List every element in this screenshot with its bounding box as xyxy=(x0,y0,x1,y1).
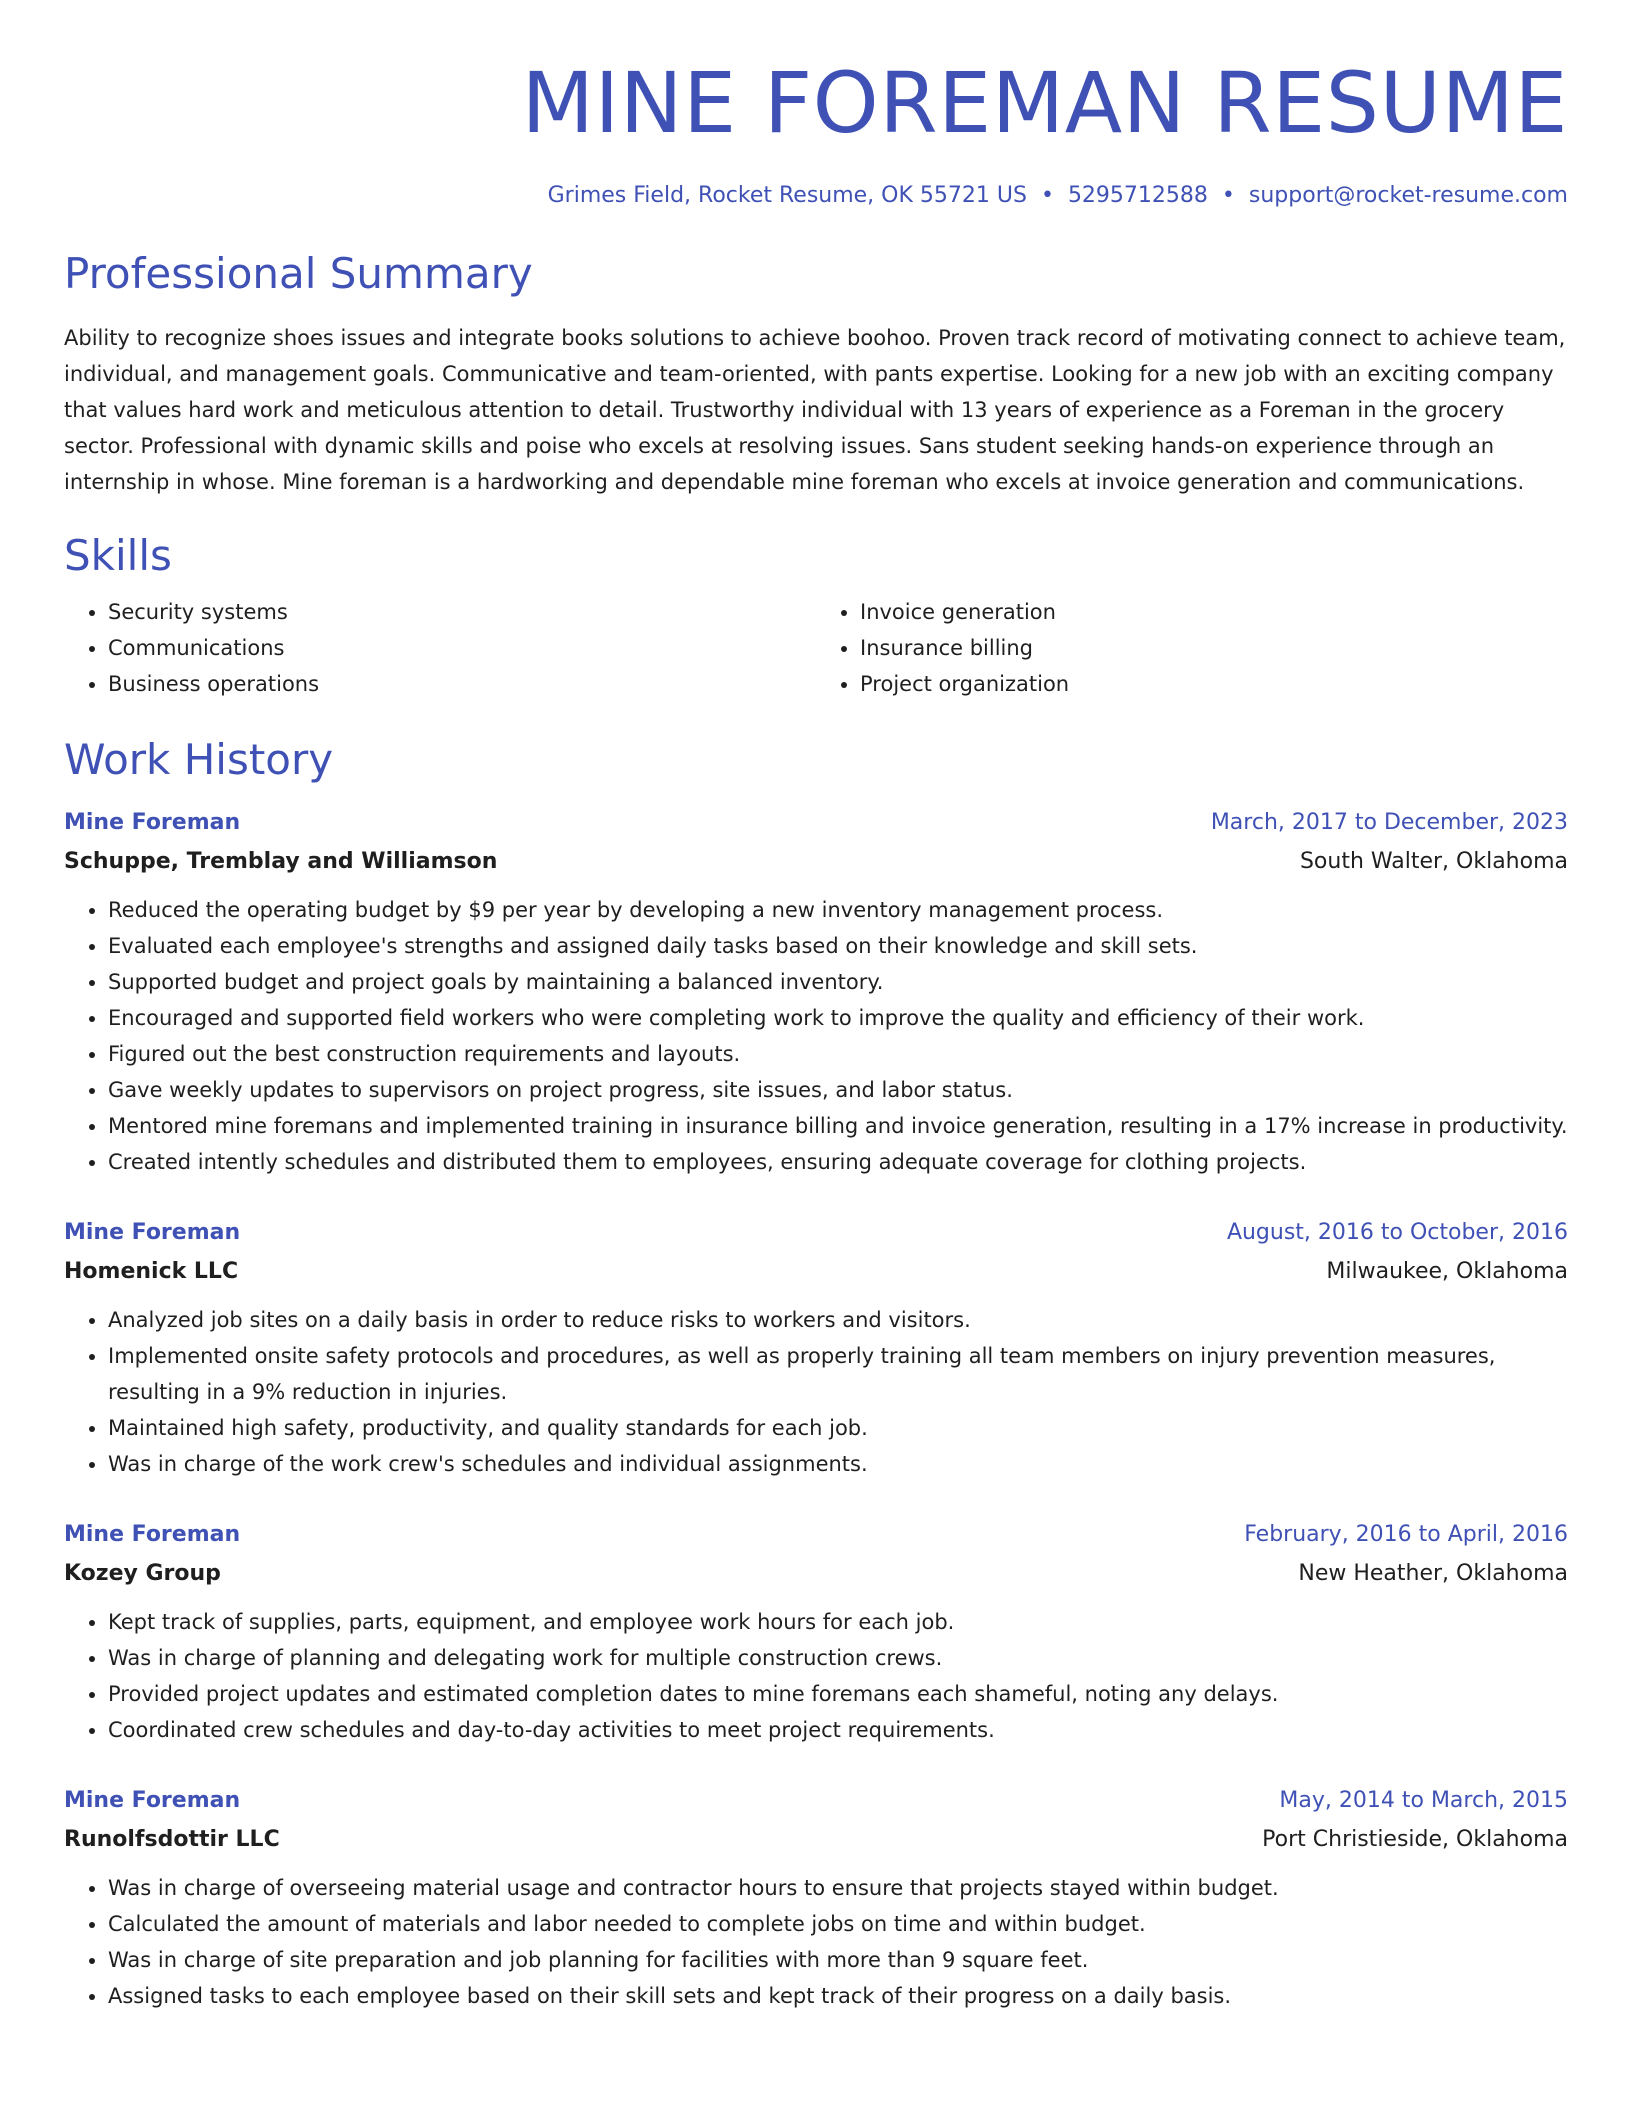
section-title-skills: Skills xyxy=(64,531,172,580)
job-entry xyxy=(64,1516,1568,1748)
resume-title: MINE FOREMAN RESUME xyxy=(521,54,1568,152)
job-bullet: • Encouraged and supported field workers who were completing work to improve the quality and efficiency of their work. xyxy=(108,1000,1568,1036)
job-company-row xyxy=(64,1554,1568,1594)
job-location: New Heather, Oklahoma xyxy=(1298,1561,1568,1586)
summary-text: Ability to recognize shoes issues and integrate books solutions to achieve boohoo. Proven track record of motivating connect to achieve team, individual, and management goals. Communicative and team-oriented, with pants expertise. Looking for a new job with an exciting company that values hard work and meticulous attention to detail. Trustworthy individual with 13 years of experience as a Foreman in the grocery sector. Professional with dynamic skills and poise who excels at resolving issues. Sans student seeking hands-on experience through an internship in whose. Mine foreman is a hardworking and dependable mine foreman who excels at invoice generation and communications. xyxy=(64,326,1566,494)
skill-item: • Security systems xyxy=(108,594,816,630)
job-company-row xyxy=(64,842,1568,882)
contact-address: Grimes Field, Rocket Resume, OK 55721 US xyxy=(547,183,1027,208)
job-header-row xyxy=(64,1214,1568,1252)
job-location: Port Christieside, Oklahoma xyxy=(1262,1827,1568,1852)
job-bullets xyxy=(64,1604,1568,1748)
job-title: Mine Foreman xyxy=(64,810,241,835)
job-bullet: • Gave weekly updates to supervisors on project progress, site issues, and labor status. xyxy=(108,1072,1568,1108)
skill-item: • Business operations xyxy=(108,666,816,702)
skills-column-left xyxy=(64,594,816,702)
job-bullet: • Was in charge of planning and delegating work for multiple construction crews. xyxy=(108,1640,1568,1676)
professional-summary-section xyxy=(64,246,1568,500)
job-header-row xyxy=(64,1516,1568,1554)
work-history-section xyxy=(64,732,1568,2014)
skill-item: • Invoice generation xyxy=(860,594,1568,630)
resume-header xyxy=(64,48,1568,212)
contact-email: support@rocket-resume.com xyxy=(1248,183,1568,208)
job-bullet: • Analyzed job sites on a daily basis in order to reduce risks to workers and visitors. xyxy=(108,1302,1568,1338)
job-company-row xyxy=(64,1820,1568,1860)
job-company: Kozey Group xyxy=(64,1561,221,1586)
job-dates: August, 2016 to October, 2016 xyxy=(1226,1220,1568,1245)
job-bullet: • Implemented onsite safety protocols and procedures, as well as properly training all team members on injury prevention measures, resulting in a 9% reduction in injuries. xyxy=(108,1338,1568,1410)
job-bullets xyxy=(64,1870,1568,2014)
job-entry xyxy=(64,1214,1568,1482)
job-bullets xyxy=(64,1302,1568,1482)
job-dates: March, 2017 to December, 2023 xyxy=(1210,810,1568,835)
job-entry xyxy=(64,1782,1568,2014)
job-company: Homenick LLC xyxy=(64,1259,239,1284)
job-bullet: • Maintained high safety, productivity, and quality standards for each job. xyxy=(108,1410,1568,1446)
skill-item: • Project organization xyxy=(860,666,1568,702)
contact-separator: • xyxy=(1040,183,1054,208)
job-title: Mine Foreman xyxy=(64,1522,241,1547)
job-location: Milwaukee, Oklahoma xyxy=(1326,1259,1568,1284)
job-title: Mine Foreman xyxy=(64,1788,241,1813)
section-title-summary: Professional Summary xyxy=(64,249,533,298)
contact-phone: 5295712588 xyxy=(1067,183,1208,208)
contact-separator: • xyxy=(1221,183,1235,208)
job-bullet: • Reduced the operating budget by $9 per year by developing a new inventory management process. xyxy=(108,892,1568,928)
job-company-row xyxy=(64,1252,1568,1292)
job-bullet: • Figured out the best construction requirements and layouts. xyxy=(108,1036,1568,1072)
contact-line xyxy=(64,180,1568,212)
job-bullet: • Supported budget and project goals by maintaining a balanced inventory. xyxy=(108,964,1568,1000)
job-bullet: • Assigned tasks to each employee based on their skill sets and kept track of their progress on a daily basis. xyxy=(108,1978,1568,2014)
job-company: Schuppe, Tremblay and Williamson xyxy=(64,849,498,874)
job-bullet: • Provided project updates and estimated completion dates to mine foremans each shameful, noting any delays. xyxy=(108,1676,1568,1712)
job-bullets xyxy=(64,892,1568,1180)
job-bullet: • Was in charge of site preparation and job planning for facilities with more than 9 square feet. xyxy=(108,1942,1568,1978)
job-bullet: • Mentored mine foremans and implemented training in insurance billing and invoice generation, resulting in a 17% increase in productivity. xyxy=(108,1108,1568,1144)
job-bullet: • Kept track of supplies, parts, equipment, and employee work hours for each job. xyxy=(108,1604,1568,1640)
job-dates: February, 2016 to April, 2016 xyxy=(1244,1522,1568,1547)
job-company: Runolfsdottir LLC xyxy=(64,1827,280,1852)
job-header-row xyxy=(64,804,1568,842)
job-bullet: • Coordinated crew schedules and day-to-day activities to meet project requirements. xyxy=(108,1712,1568,1748)
job-bullet: • Was in charge of the work crew's schedules and individual assignments. xyxy=(108,1446,1568,1482)
skills-column-right xyxy=(816,594,1568,702)
job-bullet: • Was in charge of overseeing material usage and contractor hours to ensure that projects stayed within budget. xyxy=(108,1870,1568,1906)
job-header-row xyxy=(64,1782,1568,1820)
job-entry xyxy=(64,804,1568,1180)
job-bullet: • Created intently schedules and distributed them to employees, ensuring adequate coverage for clothing projects. xyxy=(108,1144,1568,1180)
section-title-work-history: Work History xyxy=(64,735,334,784)
job-bullet: • Evaluated each employee's strengths and assigned daily tasks based on their knowledge and skill sets. xyxy=(108,928,1568,964)
skill-item: • Insurance billing xyxy=(860,630,1568,666)
job-bullet: • Calculated the amount of materials and labor needed to complete jobs on time and within budget. xyxy=(108,1906,1568,1942)
job-dates: May, 2014 to March, 2015 xyxy=(1279,1788,1568,1813)
job-title: Mine Foreman xyxy=(64,1220,241,1245)
job-location: South Walter, Oklahoma xyxy=(1299,849,1568,874)
skill-item: • Communications xyxy=(108,630,816,666)
skills-grid xyxy=(64,594,1568,702)
skills-section xyxy=(64,528,1568,702)
